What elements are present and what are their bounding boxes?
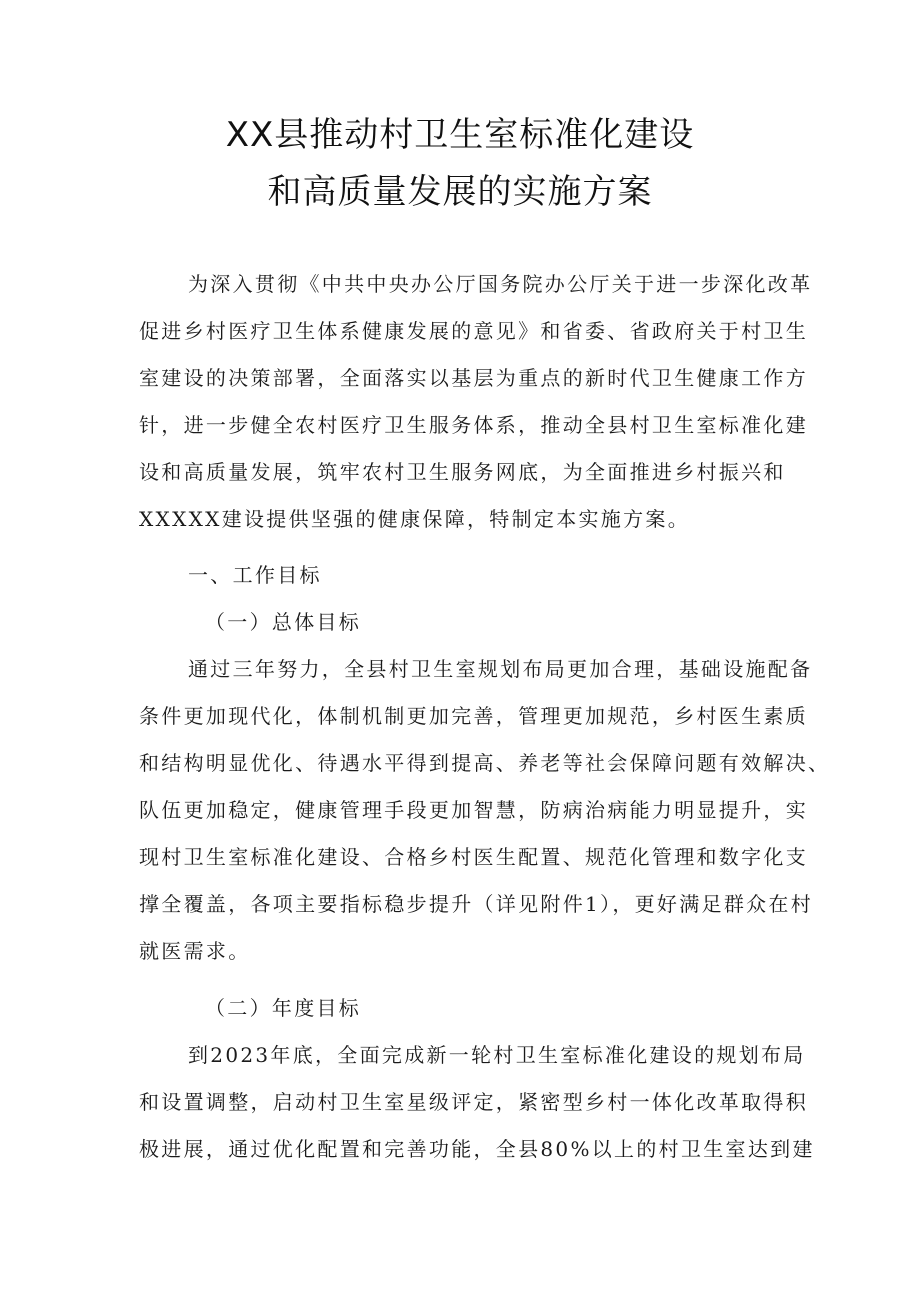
- section-heading-work-goals: [139, 552, 783, 599]
- paragraph-line: 和结构明显优化、待遇水平得到提高、养老等社会保障问题有效解决、: [139, 751, 831, 775]
- paragraph-line: 就医需求。: [139, 939, 251, 963]
- paragraph-line: 极进展，通过优化配置和完善功能，全县80%以上的村卫生室达到建: [139, 1137, 815, 1161]
- paragraph-line: 和设置调整，启动村卫生室星级评定，紧密型乡村一体化改革取得积: [139, 1090, 808, 1114]
- intro-paragraph: [139, 261, 813, 543]
- document-title-line-2: 和高质量发展的实施方案: [267, 172, 653, 212]
- paragraph-line: 设和高质量发展，筑牢农村卫生服务网底，为全面推进乡村振兴和: [139, 460, 786, 484]
- paragraph-line: 队伍更加稳定，健康管理手段更加智慧，防病治病能力明显提升，实: [139, 798, 808, 822]
- section-heading-text: 一、工作目标: [188, 563, 322, 587]
- subsection-heading-text: （二）年度目标: [205, 996, 362, 1020]
- paragraph-line: 条件更加现代化，体制机制更加完善，管理更加规范，乡村医生素质: [139, 704, 808, 728]
- paragraph-line: 针，进一步健全农村医疗卫生服务体系，推动全县村卫生室标准化建: [139, 413, 808, 437]
- paragraph-line: 撑全覆盖，各项主要指标稳步提升（详见附件1），更好满足群众在村: [139, 892, 814, 916]
- paragraph-line: 通过三年努力，全县村卫生室规划布局更加合理，基础设施配备: [188, 657, 813, 681]
- paragraph-line: 现村卫生室标准化建设、合格乡村医生配置、规范化管理和数字化支: [139, 845, 808, 869]
- paragraph-line: 到2023年底，全面完成新一轮村卫生室标准化建设的规划布局: [188, 1043, 806, 1067]
- document-title-line-1: XX县推动村卫生室标准化建设: [225, 115, 695, 155]
- paragraph-line: 为深入贯彻《中共中央办公厅国务院办公厅关于进一步深化改革: [188, 272, 813, 296]
- paragraph-line: 室建设的决策部署，全面落实以基层为重点的新时代卫生健康工作方: [139, 366, 808, 390]
- paragraph-line: 促进乡村医疗卫生体系健康发展的意见》和省委、省政府关于村卫生: [139, 319, 808, 343]
- subsection-heading-text: （一）总体目标: [205, 610, 362, 634]
- annual-goal-paragraph: [139, 1032, 815, 1173]
- subsection-heading-annual-goal: [139, 985, 783, 1032]
- overall-goal-paragraph: [139, 646, 831, 975]
- subsection-heading-overall-goal: [139, 599, 783, 646]
- paragraph-line: XXXXX建设提供坚强的健康保障，特制定本实施方案。: [139, 507, 690, 531]
